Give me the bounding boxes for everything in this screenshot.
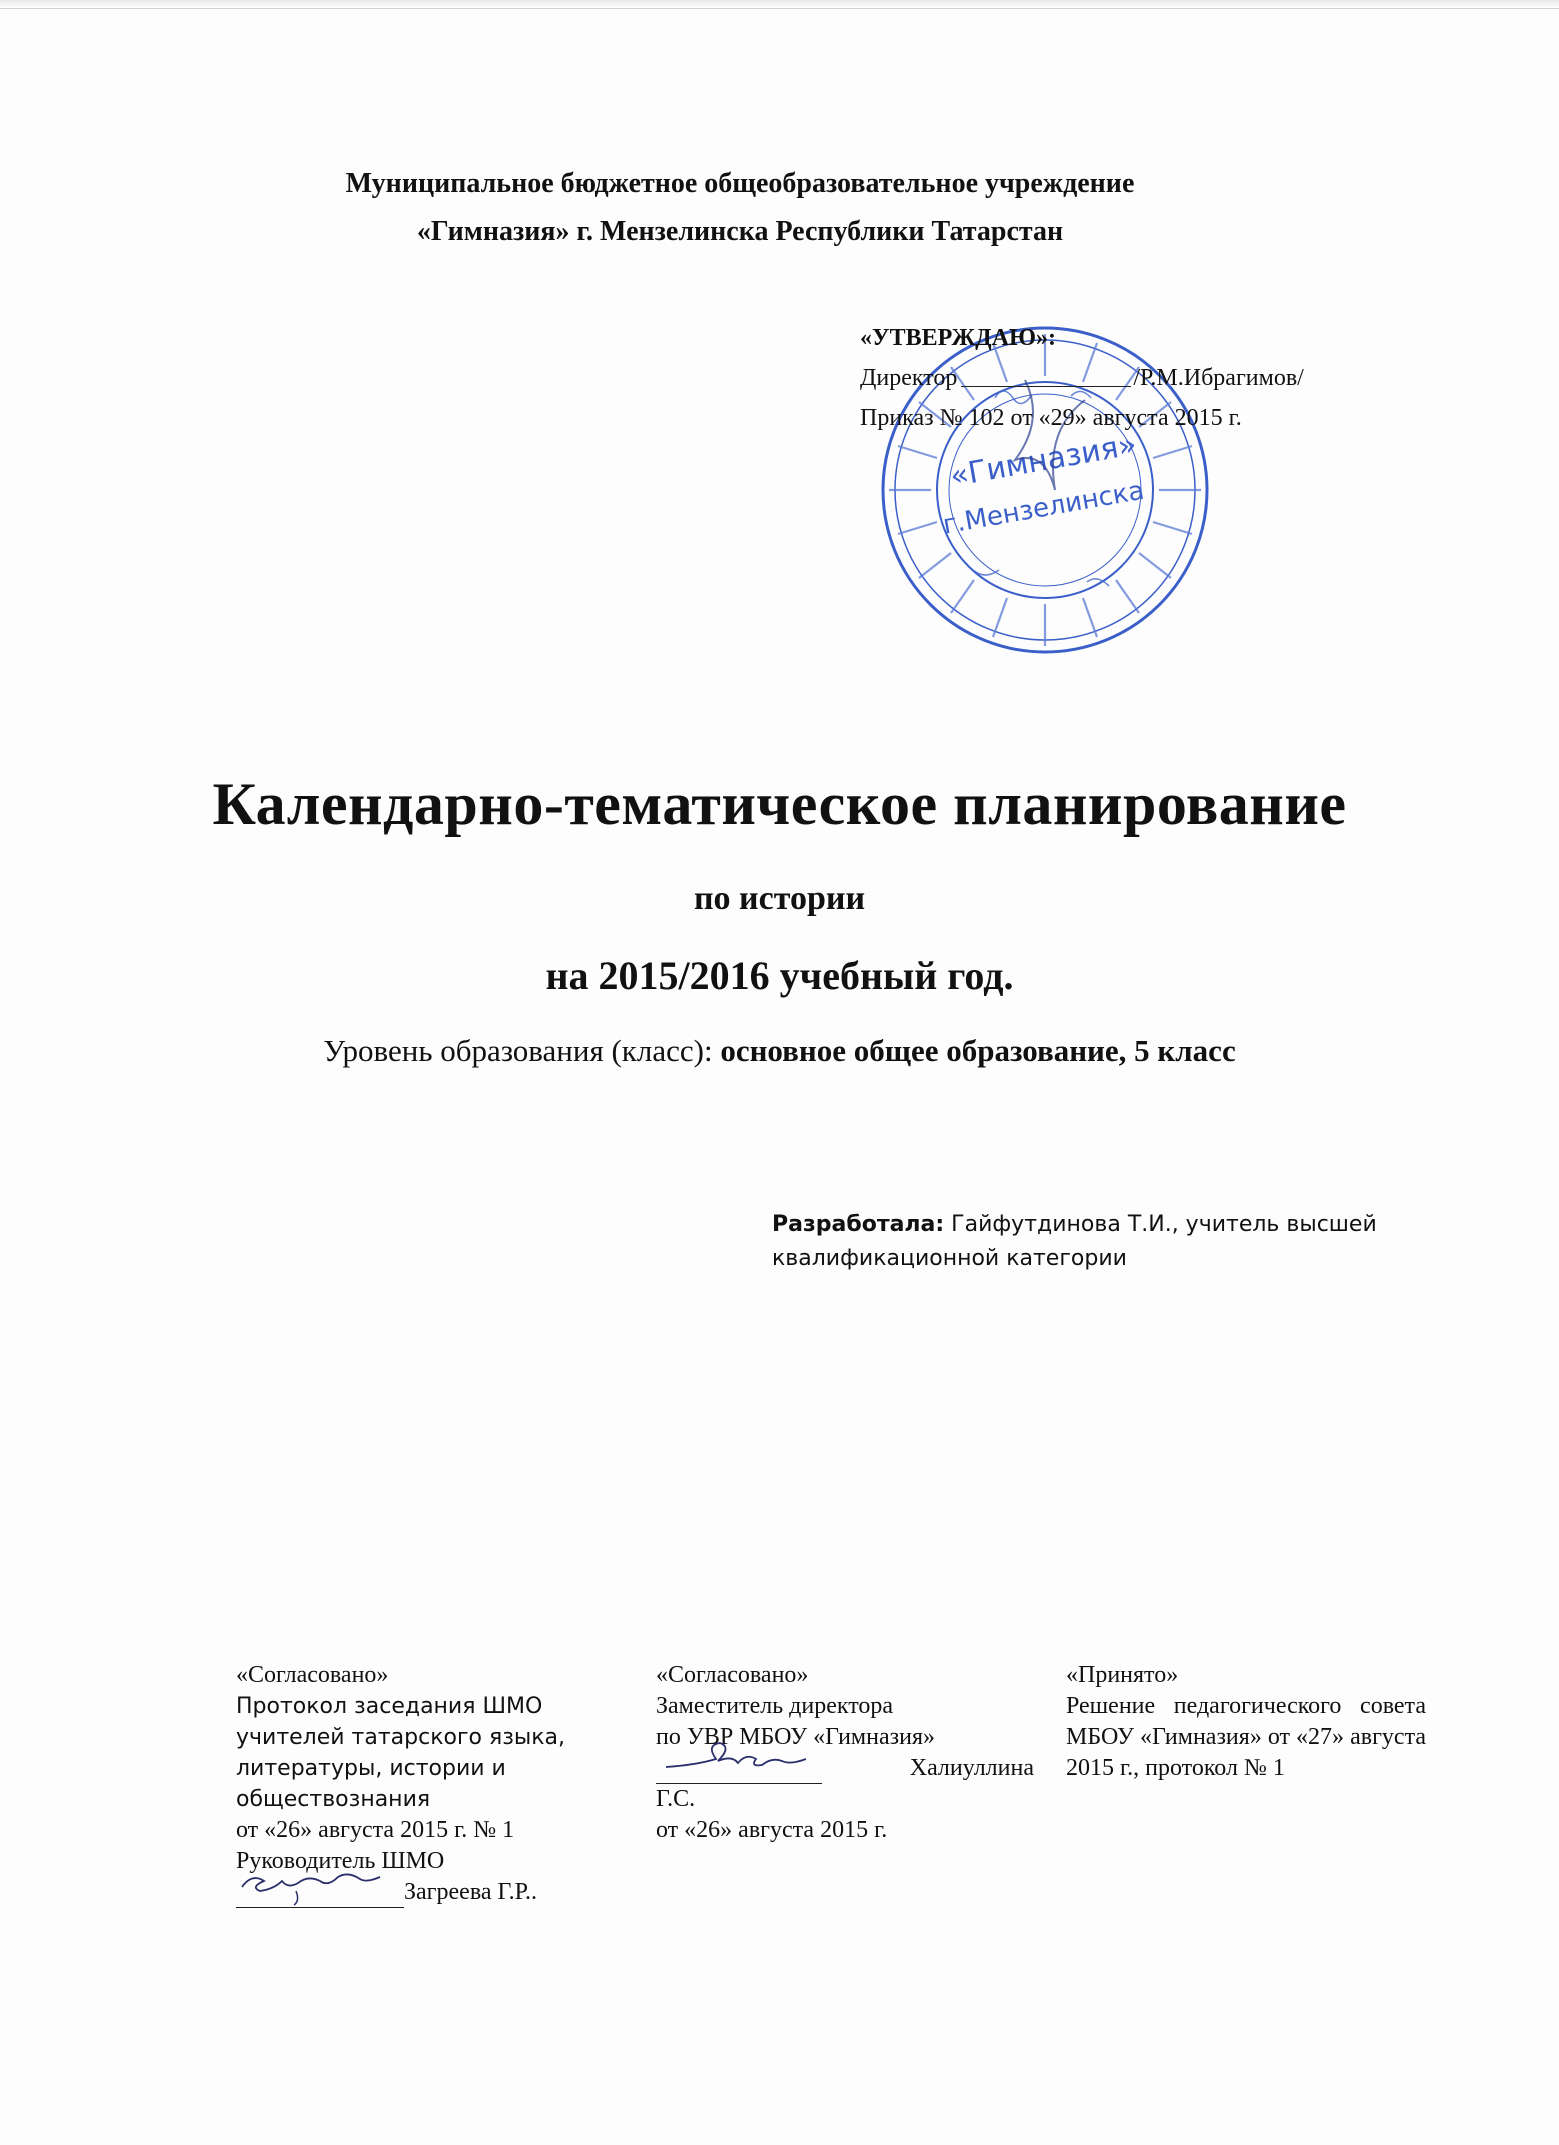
left-heading: «Согласовано» — [236, 1662, 389, 1688]
middle-line-2: по УВР МБОУ «Гимназия» — [656, 1724, 935, 1750]
agreement-column-middle — [656, 1660, 1034, 1846]
institution-line-1: Муниципальное бюджетное общеобразовательное учреждение — [345, 168, 1135, 199]
left-name: Загреева Г.Р.. — [404, 1879, 538, 1905]
left-protocol-line-3: литературы, истории и — [236, 1756, 506, 1781]
director-label: Директор — [860, 365, 958, 391]
middle-signature-row — [656, 1753, 1034, 1784]
left-protocol-line-4: обществознания — [236, 1787, 431, 1812]
left-signature-row — [236, 1877, 606, 1908]
approval-block — [860, 318, 1460, 438]
institution-line-2: «Гимназия» г. Мензелинска Республики Татарстан — [416, 216, 1064, 247]
document-subject: по истории — [693, 880, 866, 917]
stamp-center-line-1: «Гимназия» — [947, 427, 1140, 495]
right-heading: «Принято» — [1066, 1662, 1179, 1688]
education-level-label: Уровень образования (класс): — [323, 1033, 721, 1068]
developer-label: Разработала: — [772, 1212, 945, 1237]
director-name: /Р.М.Ибрагимов/ — [1133, 365, 1304, 391]
developer-text: Гайфутдинова Т.И., учитель высшей квалификационной категории — [772, 1212, 1377, 1271]
scan-top-edge — [0, 0, 1559, 9]
middle-date: от «26» августа 2015 г. — [656, 1817, 888, 1843]
stamp-center-line-2: г.Мензелинска — [940, 475, 1147, 541]
left-signature-line — [236, 1881, 404, 1908]
middle-line-1: Заместитель директора — [656, 1693, 894, 1719]
director-line — [860, 358, 1460, 398]
left-signature — [236, 1877, 404, 1908]
order-line: Приказ № 102 от «29» августа 2015 г. — [860, 405, 1242, 431]
acceptance-column-right — [1066, 1660, 1426, 1784]
left-protocol-line-2: учителей татарского языка, — [236, 1725, 566, 1750]
institution-header — [0, 160, 1559, 256]
academic-year: на 2015/2016 учебный год. — [545, 953, 1014, 998]
left-protocol-line-1: Протокол заседания ШМО — [236, 1694, 543, 1719]
document-title: Календарно-тематическое планирование — [212, 771, 1347, 837]
middle-signature-line — [656, 1757, 822, 1784]
education-level-value: основное общее образование, 5 класс — [720, 1033, 1236, 1068]
developer-block — [772, 1208, 1392, 1276]
left-role: Руководитель ШМО — [236, 1848, 445, 1874]
middle-heading: «Согласовано» — [656, 1662, 809, 1688]
agreement-column-left — [236, 1660, 606, 1908]
middle-name-part2: Г.С. — [656, 1786, 696, 1812]
middle-name-part1: Халиуллина — [909, 1755, 1034, 1781]
middle-signature — [656, 1753, 822, 1784]
left-date: от «26» августа 2015 г. № 1 — [236, 1817, 515, 1843]
education-level — [0, 1033, 1559, 1069]
director-signature-line — [961, 368, 1131, 387]
approval-title: «УТВЕРЖДАЮ»: — [860, 325, 1057, 351]
right-decision-text: Решение педагогического совета МБОУ «Гимназия» от «27» августа 2015 г., протокол № 1 — [1066, 1693, 1426, 1781]
